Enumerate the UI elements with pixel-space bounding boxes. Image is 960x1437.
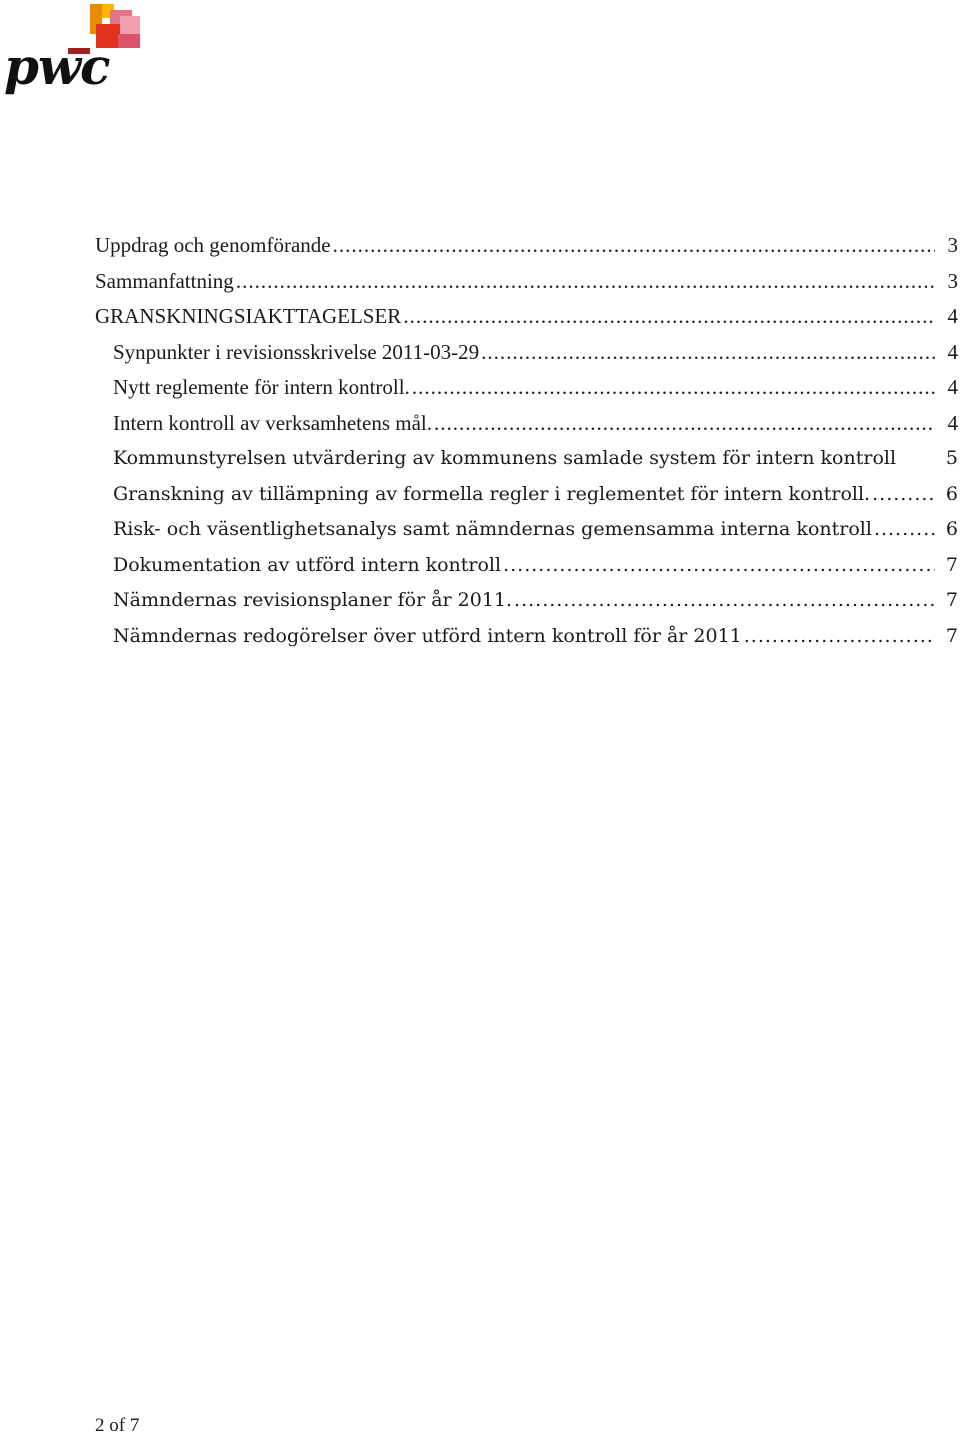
toc-entry-title: Uppdrag och genomförande — [95, 233, 331, 257]
toc-leader-dots — [403, 299, 935, 335]
toc-entry[interactable] — [0, 441, 960, 477]
toc-leader-dots — [874, 512, 935, 548]
toc-entry-page: 5 — [945, 447, 958, 469]
toc-entry[interactable] — [0, 619, 960, 655]
toc-entry-page: 4 — [947, 410, 958, 435]
toc-entry-title: Nämndernas revisionsplaner för år 2011. — [113, 589, 513, 611]
logo-wordmark: pwc — [4, 37, 110, 96]
toc-entry-title: Nytt reglemente för intern kontroll. — [113, 375, 410, 399]
logo-block — [118, 34, 140, 48]
toc-leader-dots — [744, 619, 935, 655]
toc-entry[interactable] — [0, 335, 960, 371]
toc-entry-title: Nämndernas redogörelser över utförd intern kontroll för år 2011 — [113, 624, 742, 647]
toc-leader-dots — [872, 477, 935, 513]
toc-entry[interactable] — [0, 583, 960, 619]
logo-block — [120, 16, 140, 34]
toc-entry-page: 6 — [945, 482, 958, 505]
toc-entry-page: 3 — [947, 233, 958, 257]
toc-entry[interactable] — [0, 299, 960, 335]
toc-entry-title: Dokumentation av utförd intern kontroll — [113, 553, 502, 576]
toc-leader-dots — [412, 370, 935, 406]
toc-entry-page: 7 — [945, 589, 958, 611]
toc-leader-dots — [481, 335, 935, 371]
toc-entry-title: Kommunstyrelsen utvärdering av kommunens samlade system för intern kontroll — [113, 447, 897, 469]
toc-entry-title: Intern kontroll av verksamhetens mål. — [113, 410, 432, 435]
toc-leader-dots — [236, 264, 935, 300]
toc-entry-page: 4 — [947, 375, 958, 399]
toc-entry-title: GRANSKNINGSIAKTTAGELSER — [95, 304, 402, 328]
toc-entry-title: Sammanfattning — [95, 268, 234, 293]
toc-entry-page: 7 — [945, 624, 958, 647]
toc-entry[interactable] — [0, 548, 960, 584]
pwc-logo — [0, 0, 150, 115]
toc-entry[interactable] — [0, 512, 960, 548]
toc-leader-dots — [333, 228, 935, 264]
page-number: 2 of 7 — [95, 1415, 140, 1436]
toc-entry-page: 6 — [945, 518, 958, 540]
toc-entry-title: Risk- och väsentlighetsanalys samt nämndernas gemensamma interna kontroll — [113, 518, 872, 540]
toc-entry-page: 7 — [945, 553, 958, 576]
toc-entry[interactable] — [0, 406, 960, 442]
toc-leader-dots — [503, 548, 935, 584]
toc-leader-dots — [514, 583, 935, 619]
toc-entry-page: 4 — [947, 339, 958, 364]
toc-entry[interactable] — [0, 370, 960, 406]
toc-entry-page: 3 — [947, 268, 958, 293]
toc-leader-dots — [434, 406, 935, 442]
toc-entry-title: Granskning av tillämpning av formella regler i reglementet för intern kontroll. — [113, 482, 871, 505]
toc-entry-page: 4 — [947, 304, 958, 328]
toc-entry[interactable] — [0, 264, 960, 300]
toc-entry-title: Synpunkter i revisionsskrivelse 2011-03-29 — [113, 339, 480, 364]
table-of-contents — [0, 228, 960, 654]
toc-entry[interactable] — [0, 228, 960, 264]
toc-entry[interactable] — [0, 477, 960, 513]
